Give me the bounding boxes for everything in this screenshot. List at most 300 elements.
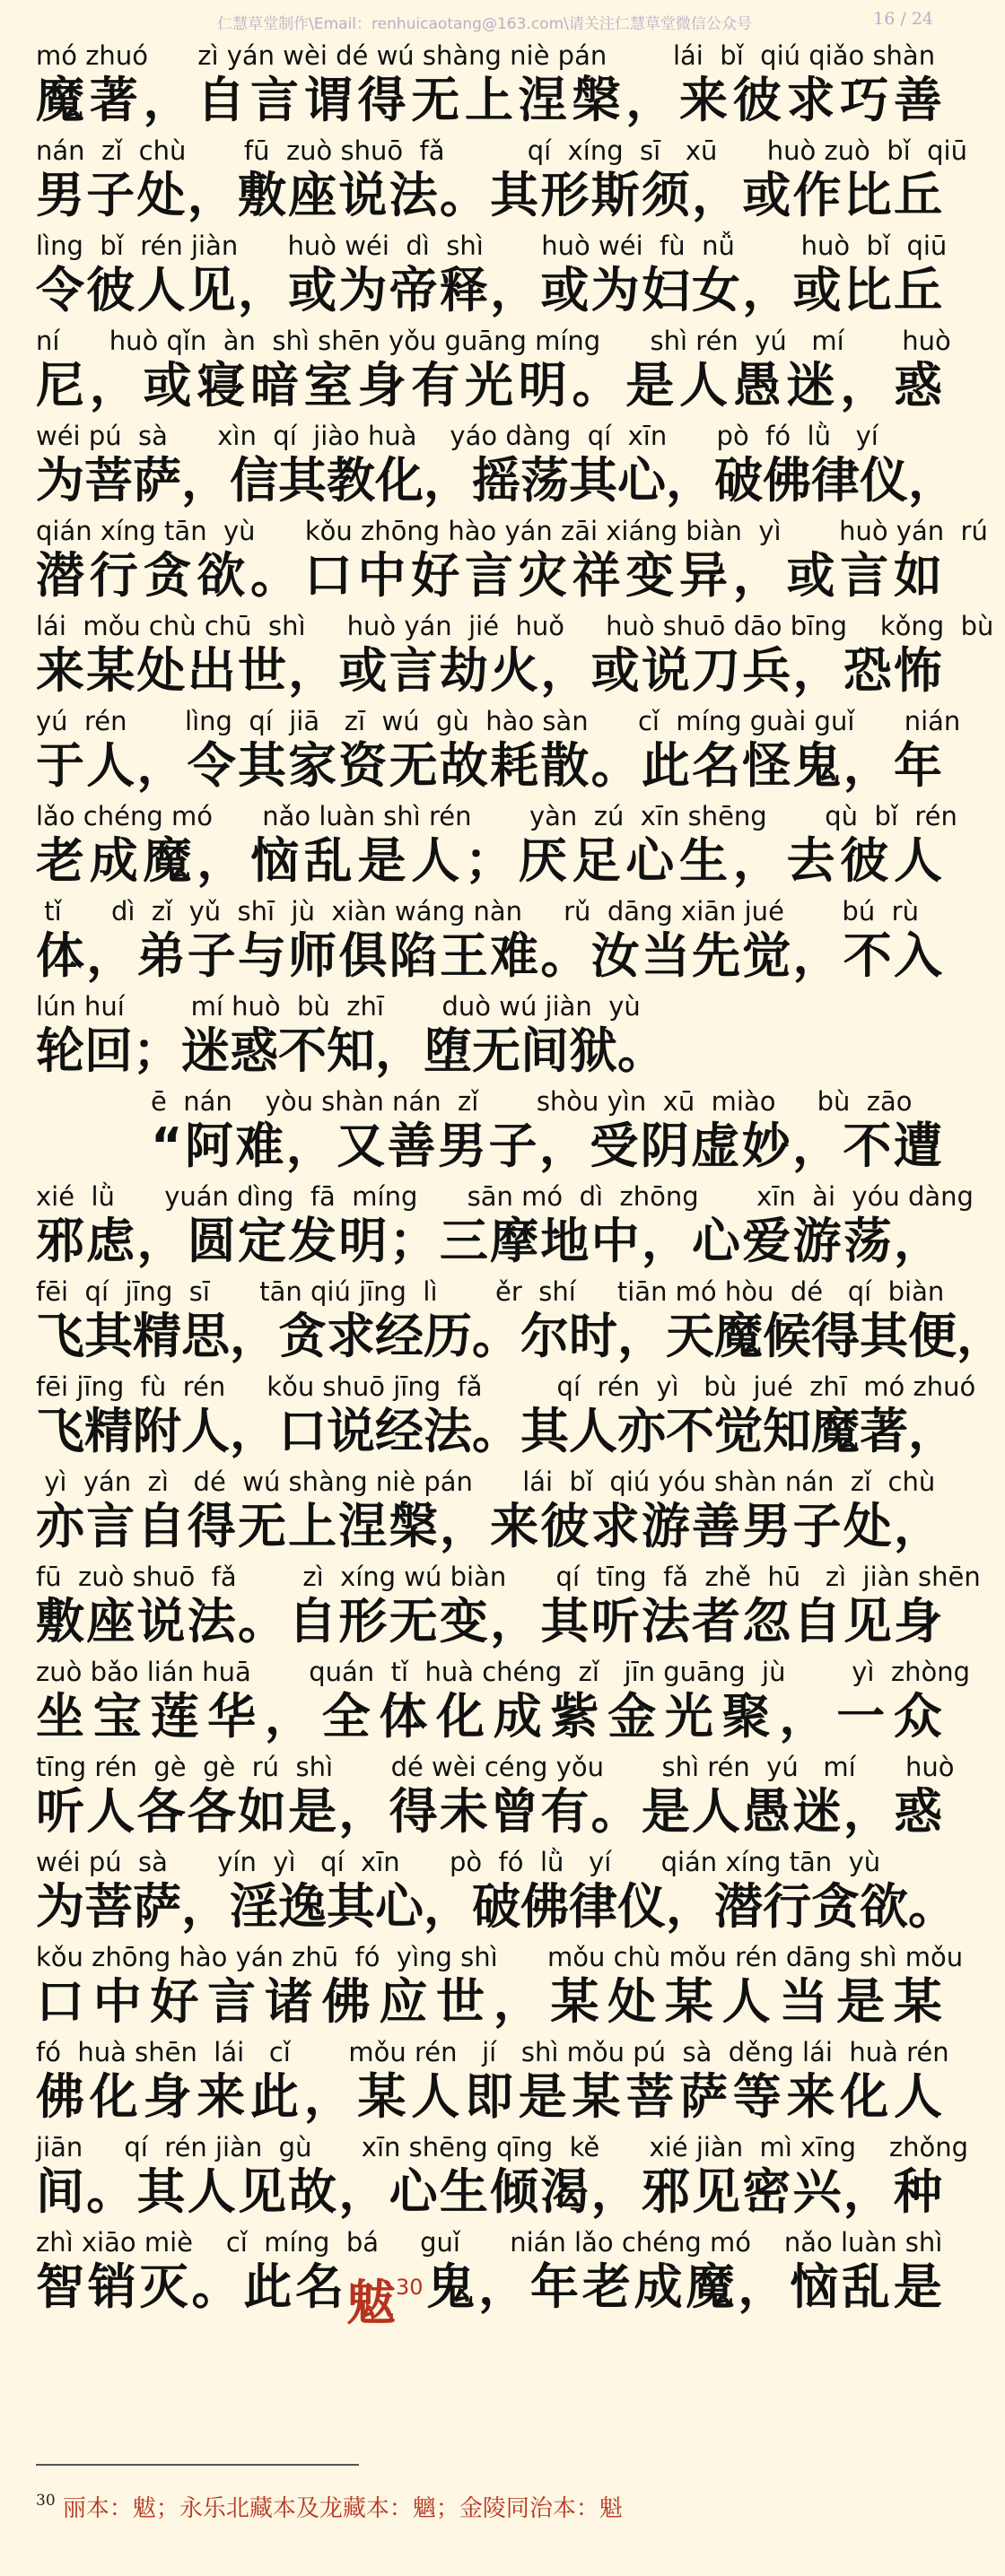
hanzi-char: 须 (641, 167, 690, 223)
text-line (36, 701, 961, 796)
hanzi-char: ， (181, 452, 230, 509)
hanzi-char: 灭 (139, 2258, 188, 2315)
hanzi-char: 人 (136, 262, 186, 318)
hanzi-char: 惑 (894, 357, 942, 413)
hanzi-char: 彼 (732, 72, 782, 128)
hanzi-char: 堕 (424, 1023, 472, 1079)
hanzi-char: 魔 (36, 72, 84, 128)
hanzi-char: 年 (530, 2258, 579, 2315)
hanzi-char: 老 (36, 832, 84, 889)
hanzi-char: 便 (908, 1308, 957, 1364)
hanzi-char: ， (791, 1118, 841, 1174)
hanzi-char: 化 (89, 2068, 138, 2125)
hanzi-char: 身 (143, 2068, 192, 2125)
hanzi-char: 曾 (490, 1783, 539, 1840)
hanzi-char: 愚 (742, 1783, 791, 1840)
hanzi-char: 无 (389, 737, 438, 794)
hanzi-char: 如 (237, 1783, 286, 1840)
hanzi-char: 中 (357, 547, 406, 604)
hanzi-char: ， (590, 2163, 640, 2220)
hanzi-char: 摇 (472, 452, 520, 509)
hanzi-char: 飞 (36, 1308, 84, 1364)
hanzi-char: 处 (136, 167, 186, 223)
hanzi-char: 求 (786, 72, 835, 128)
hanzi-char: 某 (572, 2068, 621, 2125)
pinyin-line: wéi pú sà yín yì qí xīn pò fó lǜ yí qián xíng tān yù (36, 1847, 881, 1877)
hanzi-char: 迷 (792, 1783, 842, 1840)
hanzi-char: 于 (36, 737, 84, 794)
hanzi-char: 是 (836, 1973, 886, 2030)
hanzi-char: 口 (303, 547, 353, 604)
hanzi-char: ， (490, 262, 539, 318)
text-line (36, 1937, 964, 2032)
hanzi-char: 法 (424, 1403, 472, 1459)
hanzi-char: 知 (327, 1023, 375, 1079)
hanzi-char: 人 (181, 1403, 230, 1459)
hanzi-char: 愚 (732, 357, 782, 413)
hanzi-line (36, 1308, 1005, 1364)
hanzi-char: 间 (520, 1023, 569, 1079)
hanzi-char: 欲 (197, 547, 246, 604)
hanzi-char: 乱 (303, 832, 353, 889)
hanzi-char: 亦 (36, 1498, 84, 1554)
hanzi-char: 化 (375, 452, 424, 509)
hanzi-line (36, 644, 942, 698)
hanzi-char: 佛 (763, 452, 811, 509)
hanzi-char: 其 (278, 452, 327, 509)
text-line (36, 892, 942, 987)
hanzi-char: 汝 (590, 927, 640, 984)
hanzi-char: 其 (136, 2163, 186, 2220)
hanzi-char: 妙 (741, 1118, 791, 1174)
hanzi-char: 形 (540, 167, 590, 223)
hanzi-char: 萨 (133, 452, 181, 509)
hanzi-char: 其 (237, 737, 286, 794)
hanzi-char: 火 (490, 642, 539, 699)
hanzi-char: 觉 (742, 927, 791, 984)
hanzi-char: 陷 (389, 927, 438, 984)
text-line (36, 796, 957, 892)
hanzi-char: 见 (237, 2163, 286, 2220)
hanzi-char: 变 (625, 547, 675, 604)
hanzi-char: 。 (86, 2163, 135, 2220)
hanzi-char: 求 (327, 1308, 375, 1364)
hanzi-char: 敷 (36, 1593, 84, 1649)
hanzi-char: 自 (136, 1498, 186, 1554)
hanzi-char: 王 (439, 927, 488, 984)
hanzi-char: 爱 (742, 1213, 791, 1269)
hanzi-char: 来 (36, 642, 84, 699)
hanzi-char: 萨 (133, 1878, 181, 1935)
hanzi-char: ， (641, 1213, 690, 1269)
hanzi-char: 或 (792, 262, 842, 318)
hanzi-char: 潜 (714, 1878, 763, 1935)
pinyin-line: lìng bǐ rén jiàn huò wéi dì shì huò wéi fù nǚ huò bǐ qiū (36, 231, 948, 261)
hanzi-char: 足 (572, 832, 621, 889)
hanzi-char: 听 (36, 1783, 84, 1840)
hanzi-char: 比 (843, 167, 892, 223)
hanzi-char: 人 (411, 832, 460, 889)
hanzi-char: 人 (679, 357, 728, 413)
hanzi-char: ， (187, 167, 236, 223)
hanzi-char: 释 (439, 262, 488, 318)
hanzi-char: 自 (197, 72, 246, 128)
hanzi-char: 鬼 (426, 2258, 476, 2315)
hanzi-char: 此 (250, 2068, 299, 2125)
hanzi-char: 言 (250, 72, 299, 128)
footnote-text: 丽本：魃；永乐北藏本及龙藏本：魑；金陵同治本：魁 (55, 2495, 623, 2522)
hanzi-char: 言 (465, 547, 513, 604)
hanzi-line (36, 2165, 942, 2219)
text-line (36, 606, 994, 701)
hanzi-char: 弟 (136, 927, 186, 984)
hanzi-char: 变 (439, 1593, 488, 1649)
hanzi-char: 听 (590, 1593, 640, 1649)
hanzi-char: 佛 (520, 1878, 569, 1935)
hanzi-char: 荡 (520, 452, 569, 509)
hanzi-char: 法 (389, 167, 438, 223)
text-line (36, 2223, 943, 2331)
hanzi-char: 上 (288, 1498, 337, 1554)
hanzi-line (36, 1119, 942, 1173)
hanzi-char: 某 (893, 1973, 942, 2030)
hanzi-char: 销 (87, 2258, 136, 2315)
hanzi-char: 好 (411, 547, 460, 604)
hanzi-char: 丘 (893, 167, 942, 223)
hanzi-char: 其 (569, 452, 617, 509)
page-number: 16 / 24 (873, 9, 933, 29)
text-line (36, 1177, 974, 1272)
hanzi-char: 恼 (790, 2258, 839, 2315)
text-line (36, 2128, 969, 2223)
hanzi-char: 见 (187, 262, 236, 318)
hanzi-char: 魔 (143, 832, 192, 889)
hanzi-char: 坐 (36, 1688, 84, 1745)
hanzi-char: 有 (540, 1783, 590, 1840)
hanzi-char: 上 (465, 72, 513, 128)
hanzi-line (36, 1403, 957, 1459)
hanzi-char: 经 (375, 1308, 424, 1364)
hanzi-char: 光 (664, 1688, 713, 1745)
hanzi-char: 人 (569, 1403, 617, 1459)
hanzi-char: 尔 (520, 1308, 569, 1364)
hanzi-char: 某 (664, 1973, 713, 2030)
hanzi-char: 入 (893, 927, 942, 984)
hanzi-char: 善 (894, 72, 942, 128)
hanzi-char: ， (375, 1023, 424, 1079)
hanzi-char: 无 (472, 1023, 520, 1079)
hanzi-char: 圆 (187, 1213, 236, 1269)
hanzi-char: 说 (136, 1593, 186, 1649)
hanzi-char: 破 (714, 452, 763, 509)
hanzi-char: 无 (237, 1498, 286, 1554)
hanzi-char: 言 (840, 547, 889, 604)
hanzi-char: 故 (288, 2163, 337, 2220)
hanzi-char: 种 (893, 2163, 942, 2220)
footnote-reference[interactable]: 30 (395, 2275, 424, 2300)
hanzi-char: 各 (136, 1783, 186, 1840)
scripture-text (36, 36, 1005, 2331)
hanzi-char: ， (338, 1783, 388, 1840)
hanzi-char: 当 (779, 1973, 828, 2030)
hanzi-char: 人 (692, 1783, 741, 1840)
hanzi-char: 年 (893, 737, 942, 794)
hanzi-char: 女 (692, 262, 741, 318)
footnote (36, 2490, 623, 2523)
hanzi-char: ， (908, 452, 957, 509)
hanzi-char: 等 (732, 2068, 782, 2125)
hanzi-char: 恼 (250, 832, 299, 889)
hanzi-char: ， (792, 927, 842, 984)
hanzi-char: 。 (572, 357, 621, 413)
annotated-character: 魃 (346, 2275, 396, 2331)
hanzi-char: 座 (86, 1593, 135, 1649)
text-line (36, 1557, 981, 1652)
hanzi-char: 。 (472, 1308, 520, 1364)
hanzi-char: 佛 (321, 1973, 371, 2030)
hanzi-char: 萨 (679, 2068, 728, 2125)
hanzi-char: 谓 (303, 72, 353, 128)
hanzi-char: 宝 (92, 1688, 142, 1745)
pinyin-line: ē nán yòu shàn nán zǐ shòu yìn xū miào bù zāo (151, 1086, 913, 1117)
hanzi-char: 或 (786, 547, 835, 604)
hanzi-char: 律 (569, 1878, 617, 1935)
hanzi-char: 佛 (36, 2068, 84, 2125)
hanzi-char: 人 (721, 1973, 771, 2030)
hanzi-char: 兴 (792, 2163, 842, 2220)
hanzi-char: 散 (540, 737, 590, 794)
text-line (36, 987, 942, 1082)
hanzi-char: ， (478, 2258, 528, 2315)
hanzi-char: 难 (235, 1118, 284, 1174)
text-line (36, 1747, 955, 1842)
hanzi-char: 耗 (490, 737, 539, 794)
hanzi-char: ， (264, 1688, 313, 1745)
hanzi-char: 是 (893, 2258, 942, 2315)
hanzi-char: 魔 (811, 1403, 860, 1459)
hanzi-char: 邪 (641, 2163, 690, 2220)
text-line (36, 131, 967, 226)
hanzi-char: ， (843, 2163, 892, 2220)
hanzi-char: 来 (679, 72, 728, 128)
hanzi-char: 善 (692, 1498, 741, 1554)
hanzi-char: 众 (893, 1688, 942, 1745)
hanzi-char: 妇 (641, 262, 690, 318)
hanzi-char: 。 (191, 2258, 240, 2315)
hanzi-char: 成 (89, 832, 138, 889)
hanzi-char: 历 (424, 1308, 472, 1364)
hanzi-line (36, 834, 942, 888)
hanzi-char: 涅 (518, 72, 567, 128)
hanzi-char: 其 (520, 1403, 569, 1459)
hanzi-char: 精 (133, 1308, 181, 1364)
hanzi-char: 者 (692, 1593, 741, 1649)
pinyin-line: qián xíng tān yù kǒu zhōng hào yán zāi xiáng biàn yì huò yán rú (36, 516, 988, 546)
hanzi-char: 故 (439, 737, 488, 794)
pinyin-line: kǒu zhōng hào yán zhū fó yìng shì mǒu chù mǒu rén dāng shì mǒu (36, 1942, 964, 1972)
hanzi-char: 得 (187, 1498, 236, 1554)
text-line (36, 226, 948, 321)
hanzi-char: 彼 (540, 1498, 590, 1554)
pinyin-line: zhì xiāo miè cǐ míng bá guǐ nián lǎo chéng mó nǎo luàn shì (36, 2227, 943, 2258)
hanzi-char: 说 (338, 167, 388, 223)
hanzi-char: ， (136, 737, 186, 794)
hanzi-char: 室 (303, 357, 353, 413)
hanzi-char: 菩 (84, 452, 133, 509)
hanzi-char: 惑 (893, 1783, 942, 1840)
hanzi-char: 金 (607, 1688, 657, 1745)
hanzi-char: 身 (893, 1593, 942, 1649)
hanzi-char: 又 (336, 1118, 386, 1174)
hanzi-char: 不 (278, 1023, 327, 1079)
hanzi-char: 心 (389, 2163, 438, 2220)
text-line (36, 1367, 976, 1462)
hanzi-char: 游 (641, 1498, 690, 1554)
hanzi-char: 为 (590, 262, 640, 318)
hanzi-char: 惑 (230, 1023, 278, 1079)
hanzi-char: ， (732, 547, 782, 604)
hanzi-char: 莲 (150, 1688, 199, 1745)
hanzi-char: ， (230, 1403, 278, 1459)
hanzi-char: 此 (641, 737, 690, 794)
hanzi-char: 行 (763, 1878, 811, 1935)
hanzi-char: 仪 (860, 452, 908, 509)
hanzi-char: 三 (439, 1213, 488, 1269)
hanzi-char: 。 (250, 547, 299, 604)
hanzi-char: 心 (692, 1213, 741, 1269)
hanzi-char: 出 (187, 642, 236, 699)
hanzi-char: 诸 (264, 1973, 313, 2030)
hanzi-char: ， (893, 1213, 942, 1269)
hanzi-char: ， (197, 832, 246, 889)
text-line (36, 416, 957, 511)
hanzi-char: 当 (641, 927, 690, 984)
pinyin-line: tīng rén gè gè rú shì dé wèi céng yǒu shì rén yú mí huò (36, 1752, 955, 1782)
hanzi-char: 候 (763, 1308, 811, 1364)
hanzi-char: 得 (357, 72, 406, 128)
pinyin-line: ní huò qǐn àn shì shēn yǒu guāng míng shì rén yú mí huò (36, 326, 951, 356)
hanzi-char: 。 (908, 1878, 957, 1935)
hanzi-char: 身 (357, 357, 406, 413)
hanzi-char: 寝 (197, 357, 246, 413)
hanzi-char: 得 (811, 1308, 860, 1364)
hanzi-char: ， (424, 1878, 472, 1935)
hanzi-char: 子 (187, 927, 236, 984)
hanzi-char: 口 (36, 1973, 84, 2030)
hanzi-char: 人 (894, 2068, 942, 2125)
hanzi-char: 言 (86, 1498, 135, 1554)
hanzi-char: 异 (679, 547, 728, 604)
hanzi-char: 。 (590, 737, 640, 794)
hanzi-char: 乱 (841, 2258, 890, 2315)
hanzi-char: 为 (36, 1878, 84, 1935)
hanzi-char: 家 (288, 737, 337, 794)
hanzi-char: 世 (237, 642, 286, 699)
hanzi-char: 人 (894, 832, 942, 889)
hanzi-char: 著 (860, 1403, 908, 1459)
hanzi-line (36, 1500, 942, 1553)
hanzi-char: 化 (840, 2068, 889, 2125)
text-line (36, 1652, 971, 1747)
hanzi-char: 经 (375, 1403, 424, 1459)
hanzi-char: 其 (84, 1308, 133, 1364)
hanzi-char: 各 (187, 1783, 236, 1840)
text-line (36, 36, 942, 131)
hanzi-char: 其 (327, 1878, 375, 1935)
hanzi-char: 鬼 (792, 737, 842, 794)
pinyin-line: fēi jīng fù rén kǒu shuō jīng fǎ qí rén yì bù jué zhī mó zhuó (36, 1371, 976, 1402)
hanzi-char: 邪 (36, 1213, 84, 1269)
hanzi-char: ； (389, 1213, 438, 1269)
text-line (36, 1082, 942, 1177)
hanzi-char: 轮 (36, 1023, 84, 1079)
hanzi-char: 其 (490, 167, 539, 223)
hanzi-char: 全 (321, 1688, 371, 1745)
text-line (36, 2032, 949, 2128)
hanzi-char: 应 (379, 1973, 428, 2030)
hanzi-char: 破 (472, 1878, 520, 1935)
hanzi-char: ， (285, 1118, 335, 1174)
hanzi-char: 男 (438, 1118, 487, 1174)
pinyin-line: lái mǒu chù chū shì huò yán jié huǒ huò shuō dāo bīng kǒng bù (36, 611, 994, 641)
hanzi-char: 灾 (518, 547, 567, 604)
hanzi-char: 见 (843, 1593, 892, 1649)
hanzi-char: ， (237, 262, 286, 318)
hanzi-char: 化 (436, 1688, 485, 1745)
hanzi-char: 怖 (893, 642, 942, 699)
hanzi-char: 刀 (692, 642, 741, 699)
hanzi-char: 天 (666, 1308, 714, 1364)
header-title: 仁慧草堂制作\Email：renhuicaotang@163.com\请关注仁慧草堂微信公众号 (217, 15, 752, 33)
hanzi-char: 荡 (843, 1213, 892, 1269)
hanzi-line (36, 1595, 942, 1649)
text-line (36, 321, 951, 416)
hanzi-char: 觉 (714, 1403, 763, 1459)
hanzi-char: 恐 (843, 642, 892, 699)
pinyin-line: mó zhuó zì yán wèi dé wú shàng niè pán lái bǐ qiú qiǎo shàn (36, 40, 936, 71)
hanzi-char: 言 (207, 1973, 257, 2030)
hanzi-char: 为 (36, 452, 84, 509)
hanzi-line (36, 2070, 942, 2124)
pinyin-line: lǎo chéng mó nǎo luàn shì rén yàn zú xīn shēng qù bǐ rén (36, 801, 957, 831)
hanzi-line (36, 169, 942, 222)
hanzi-char: 尼 (36, 357, 84, 413)
hanzi-char: 阴 (640, 1118, 689, 1174)
hanzi-char: 某 (86, 642, 135, 699)
hanzi-char: 见 (692, 2163, 741, 2220)
hanzi-char: 比 (843, 262, 892, 318)
hanzi-char: ， (540, 642, 590, 699)
pinyin-line: jiān qí rén jiàn gù xīn shēng qīng kě xié jiàn mì xīng zhǒng (36, 2132, 969, 2163)
hanzi-line (36, 359, 942, 413)
hanzi-char: ， (742, 262, 791, 318)
hanzi-char: 贪 (143, 547, 192, 604)
hanzi-char: 智 (36, 2258, 84, 2315)
hanzi-char: 男 (36, 167, 84, 223)
hanzi-char: 先 (692, 927, 741, 984)
hanzi-char: 成 (493, 1688, 542, 1745)
hanzi-char: 华 (207, 1688, 257, 1745)
hanzi-char: 口 (278, 1403, 327, 1459)
pinyin-line: tǐ dì zǐ yǔ shī jù xiàn wáng nàn rǔ dāng xiān jué bú rù (36, 896, 919, 927)
hanzi-char: 说 (641, 642, 690, 699)
hanzi-char: ， (692, 167, 741, 223)
hanzi-char: 名 (692, 737, 741, 794)
hanzi-char: 自 (288, 1593, 337, 1649)
hanzi-char: 教 (327, 452, 375, 509)
hanzi-char: 成 (634, 2258, 683, 2315)
hanzi-char: 形 (338, 1593, 388, 1649)
